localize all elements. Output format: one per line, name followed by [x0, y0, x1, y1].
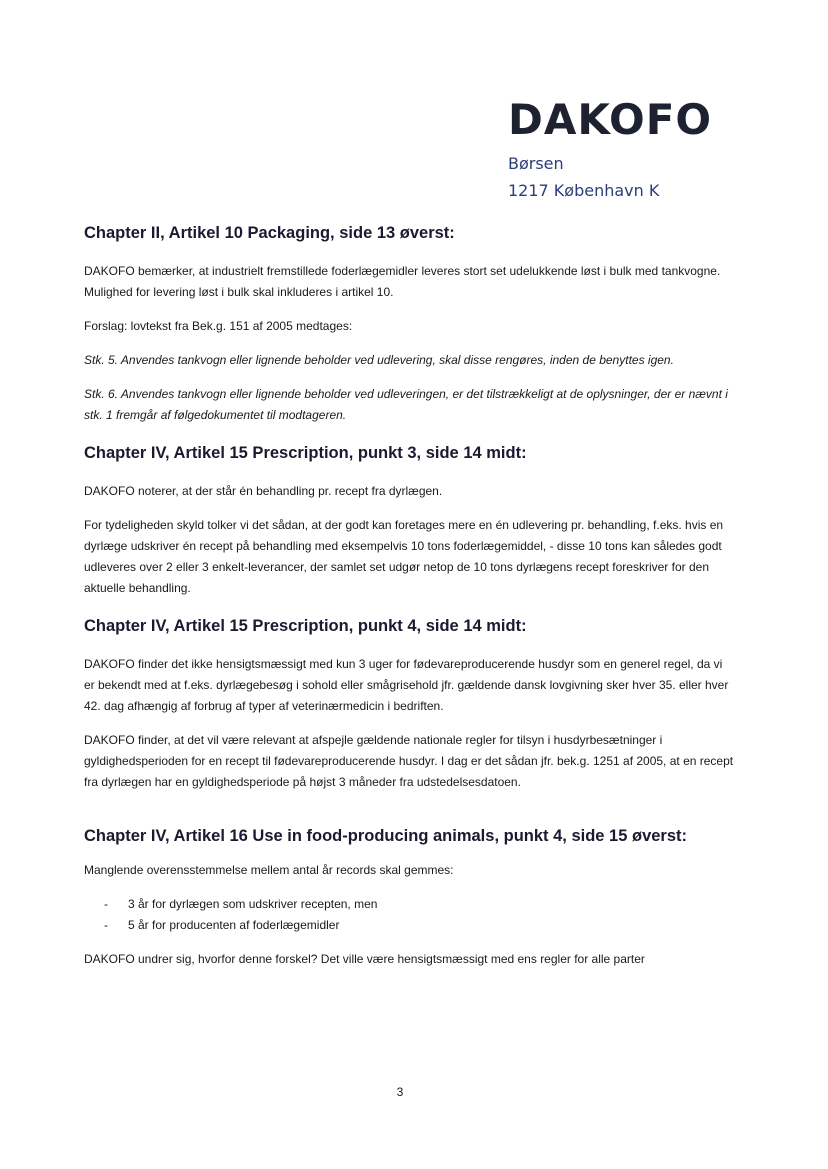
quoted-paragraph: Stk. 5. Anvendes tankvogn eller lignende beholder ved udlevering, skal disse rengøres, inden de benyttes igen. — [84, 353, 674, 367]
address-line-1: Børsen — [508, 154, 564, 173]
dakofo-logo: DAKOFO — [508, 95, 713, 144]
letterhead — [508, 95, 808, 200]
section-heading: Chapter IV, Artikel 15 Prescription, punkt 4, side 14 midt: — [84, 617, 527, 635]
paragraph: DAKOFO noterer, at der står én behandling pr. recept fra dyrlægen. — [84, 484, 443, 498]
section-heading: Chapter IV, Artikel 15 Prescription, punkt 3, side 14 midt: — [84, 444, 527, 462]
section-heading: Chapter II, Artikel 10 Packaging, side 13 øverst: — [84, 224, 455, 242]
paragraph: DAKOFO finder, at det vil være relevant at afspejle gældende nationale regler for tilsyn i husdyrbesætninger i gyldighedsperioden for en recept til fødevareproducerende husdyr. I dag er det sådan jfr. bek.g. 1251 af 2005, at en recept fra dyrlægen har en gyldighedsperiode på højst 3 måneder fra udstedelsesdatoen. — [84, 733, 734, 789]
paragraph: DAKOFO bemærker, at industrielt fremstillede foderlægemidler leveres stort set udelukkende løst i bulk med tankvogne. Mulighed for levering løst i bulk skal inkluderes i artikel 10. — [84, 264, 721, 299]
paragraph: Manglende overensstemmelse mellem antal år records skal gemmes: — [84, 863, 454, 877]
section-heading: Chapter IV, Artikel 16 Use in food-producing animals, punkt 4, side 15 øverst: — [84, 827, 688, 845]
paragraph: DAKOFO undrer sig, hvorfor denne forskel? Det ville være hensigtsmæssigt med ens regler for alle parter — [84, 952, 645, 966]
paragraph: Forslag: lovtekst fra Bek.g. 151 af 2005 medtages: — [84, 319, 353, 333]
document-body — [84, 222, 734, 970]
records-list — [84, 894, 734, 936]
list-item: - 3 år for dyrlægen som udskriver recepten, men — [104, 894, 734, 915]
quoted-paragraph: Stk. 6. Anvendes tankvogn eller lignende beholder ved udleveringen, er det tilstrækkeligt at de oplysninger, der er nævnt i stk. 1 fremgår af følgedokumentet til modtageren. — [84, 387, 728, 422]
list-item: - 5 år for producenten af foderlægemidler — [104, 915, 734, 936]
paragraph: For tydeligheden skyld tolker vi det sådan, at der godt kan foretages mere en én udlevering pr. behandling, f.eks. hvis en dyrlæge udskriver én recept på behandling med eksempelvis 10 tons foderlægemiddel, - disse 10 tons kan således godt udleveres over 2 eller 3 enkelt-leverancer, der samlet set udgør netop de 10 tons dyrlægens recept foreskriver for den aktuelle behandling. — [84, 518, 724, 595]
paragraph: DAKOFO finder det ikke hensigtsmæssigt med kun 3 uger for fødevareproducerende husdyr som en generel regel, da vi er bekendt med at f.eks. dyrlægebesøg i sohold eller smågrisehold jfr. gældende dansk lovgivning sker hver 35. eller hver 42. dag afhængig af forbrug af typer af veterinærmedicin i bedriften. — [84, 657, 729, 713]
address-line-2: 1217 København K — [508, 181, 660, 200]
page-number: 3 — [396, 1085, 404, 1099]
